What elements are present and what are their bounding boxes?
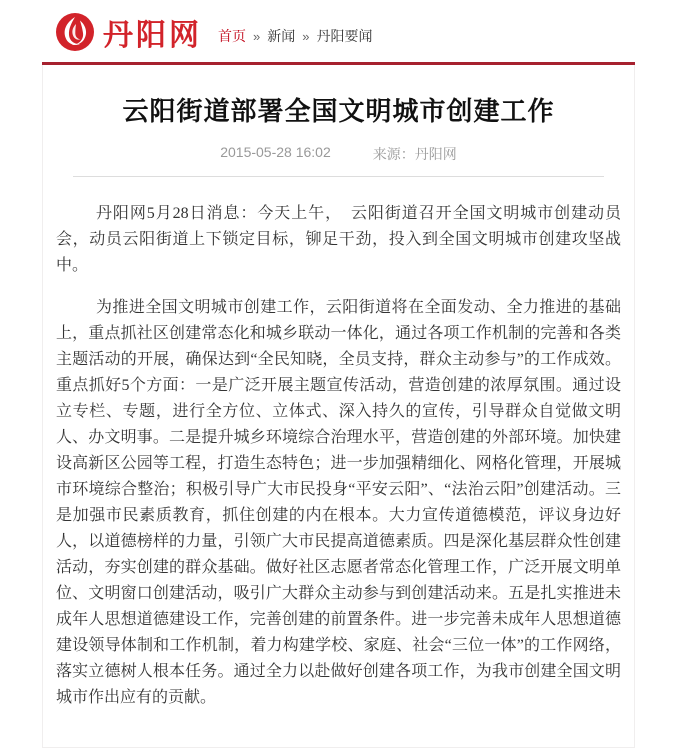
breadcrumb-news-link[interactable]: 新闻	[267, 28, 296, 44]
article-meta	[56, 144, 621, 164]
article-paragraph: 丹阳网5月28日消息：今天上午， 云阳街道召开全国文明城市创建动员会，动员云阳街道上下锁定目标，铆足干劲，投入到全国文明城市创建攻坚战中。	[56, 205, 621, 274]
article-body	[56, 177, 621, 711]
breadcrumb	[218, 26, 372, 46]
breadcrumb-home-link[interactable]: 首页	[218, 28, 246, 44]
article-date: 2015-05-28 16:02	[220, 144, 331, 160]
article-title: 云阳街道部署全国文明城市创建工作	[122, 97, 555, 126]
breadcrumb-current: 丹阳要闻	[316, 28, 373, 44]
article-source: 来源：丹阳网	[372, 146, 457, 162]
article-container	[42, 65, 635, 748]
breadcrumb-separator-icon: »	[302, 28, 310, 44]
site-logo[interactable]	[55, 10, 202, 54]
site-header	[0, 0, 677, 62]
danyang-flame-logo-icon	[55, 12, 95, 52]
article-paragraph: 为推进全国文明城市创建工作，云阳街道将在全面发动、全力推进的基础上，重点抓社区创建常态化和城乡联动一体化，通过各项工作机制的完善和各类主题活动的开展，确保达到“全民知晓，全员支持，群众主动参与”的工作成效。重点抓好5个方面：一是广泛开展主题宣传活动，营造创建的浓厚氛围。通过设立专栏、专题，进行全方位、立体式、深入持久的宣传，引导群众自觉做文明人、办文明事。二是提升城乡环境综合治理水平，营造创建的外部环境。加快建设高新区公园等工程，打造生态特色；进一步加强精细化、网格化管理，开展城市环境综合整治；积极引导广大市民投身“平安云阳”、“法治云阳”创建活动。三是加强市民素质教育，抓住创建的内在根本。大力宣传道德模范，评议身边好人，以道德榜样的力量，引领广大市民提高道德素质。四是深化基层群众性创建活动，夯实创建的群众基础。做好社区志愿者常态化管理工作，广泛开展文明单位、文明窗口创建活动，吸引广大群众主动参与到创建活动来。五是扎实推进未成年人思想道德建设工作，完善创建的前置条件。进一步完善未成年人思想道德建设领导体制和工作机制，着力构建学校、家庭、社会“三位一体”的工作网络，落实立德树人根本任务。通过全力以赴做好创建各项工作，为我市创建全国文明城市作出应有的贡献。	[56, 299, 621, 706]
brand-name: 丹阳网	[103, 19, 202, 52]
breadcrumb-separator-icon: »	[253, 28, 261, 44]
